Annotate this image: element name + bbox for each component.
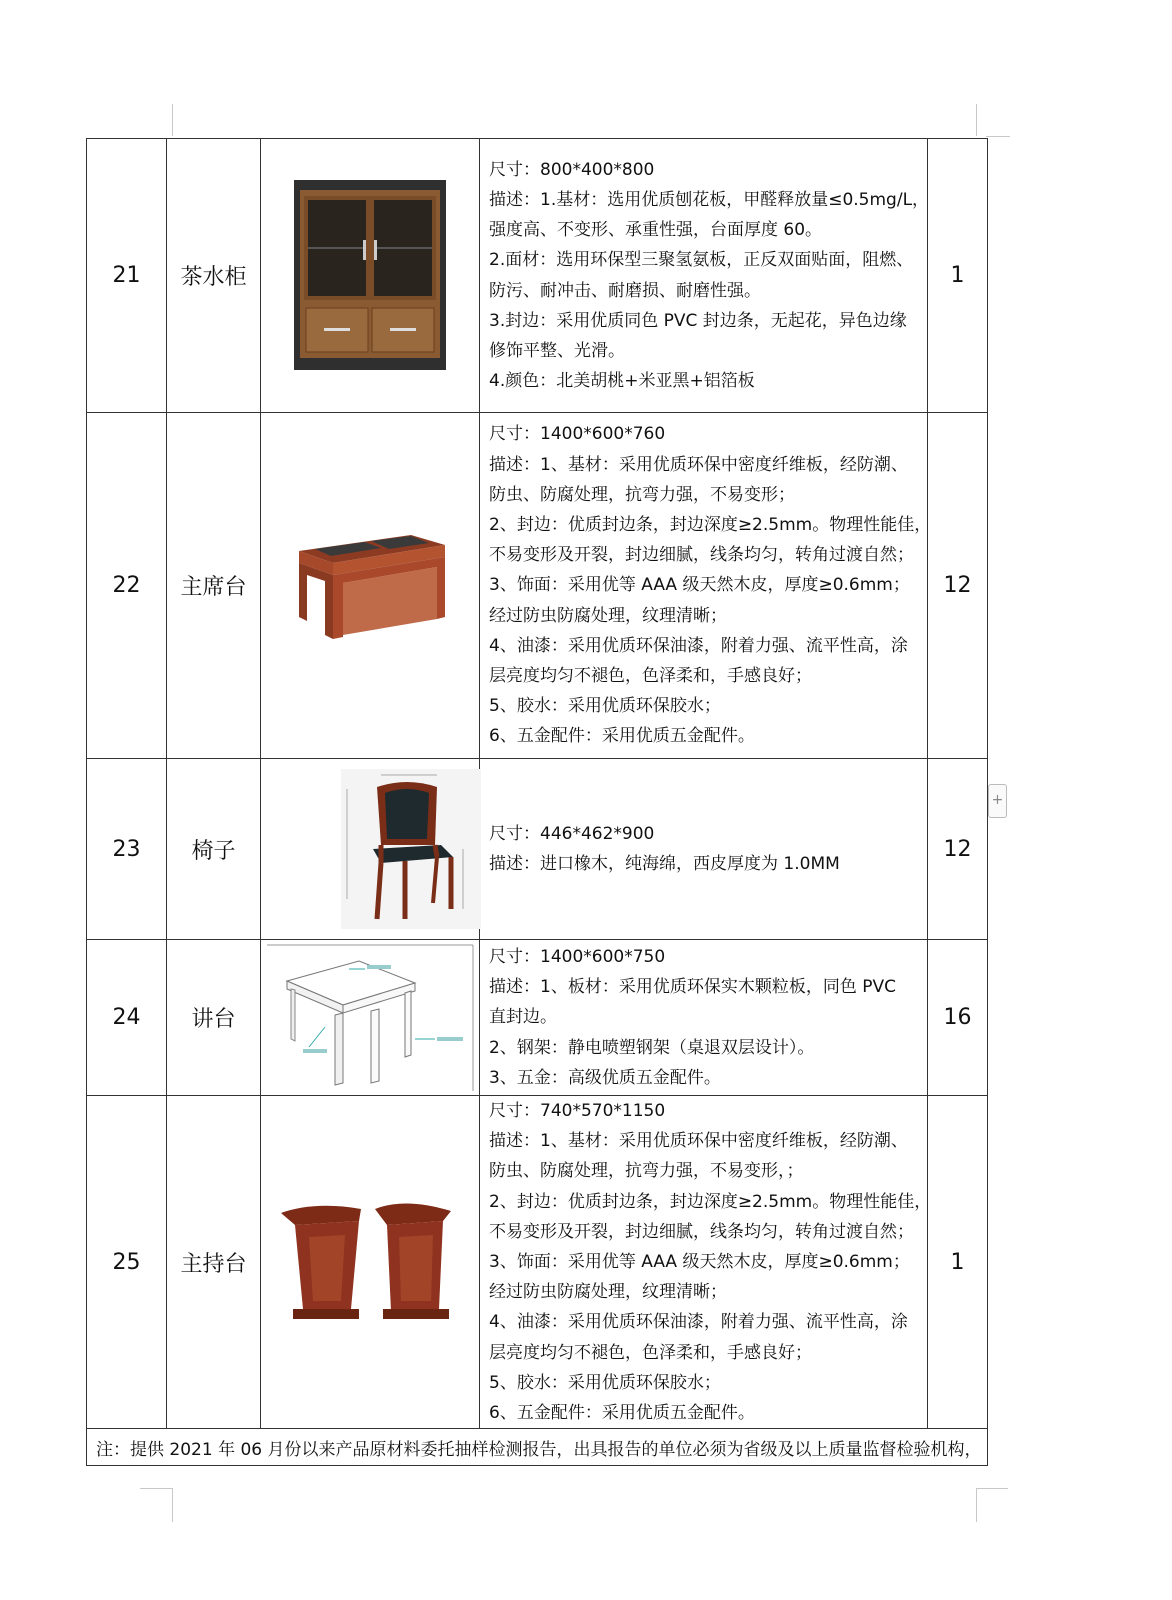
item-description — [480, 940, 928, 1096]
table-row — [87, 139, 988, 413]
chairman-desk-image — [261, 413, 480, 759]
lectern-desk-diagram-image — [261, 940, 480, 1096]
desc-line: 6、五金配件：采用优质五金配件。 — [489, 726, 755, 747]
item-description — [480, 759, 928, 940]
desc-line: 不易变形及开裂，封边细腻，线条均匀，转角过渡自然； — [489, 1221, 914, 1242]
desc-line: 6、五金配件：采用优质五金配件。 — [489, 1403, 755, 1424]
product-spec-table — [86, 138, 988, 1466]
item-name: 主席台 — [167, 413, 261, 759]
host-podium-image — [261, 1096, 480, 1429]
item-name: 茶水柜 — [167, 139, 261, 413]
desc-line: 不易变形及开裂，封边细腻，线条均匀，转角过渡自然； — [489, 545, 914, 566]
desc-line: 强度高、不变形、承重性强，台面厚度 60。 — [489, 220, 823, 241]
desc-line: 2.面材：选用环保型三聚氢氨板，正反双面贴面，阻燃、 — [489, 250, 914, 271]
item-quantity: 16 — [928, 940, 988, 1096]
desc-line: 经过防虫防腐处理，纹理清晰； — [489, 1282, 727, 1303]
crop-mark — [140, 1488, 172, 1489]
crop-mark — [986, 136, 1010, 137]
item-number: 25 — [87, 1096, 167, 1429]
desc-line: 层亮度均匀不褪色，色泽柔和，手感良好； — [489, 666, 812, 686]
table-row — [87, 413, 988, 759]
item-number: 24 — [87, 940, 167, 1096]
table-row — [87, 759, 988, 940]
desc-line: 描述：1、基材：采用优质环保中密度纤维板，经防潮、 — [489, 454, 908, 475]
desc-line: 3、饰面：采用优等 AAA 级天然木皮，厚度≥0.6mm； — [489, 575, 910, 596]
note-row — [87, 1429, 988, 1466]
desc-line: 经过防虫防腐处理，纹理清晰； — [489, 605, 727, 626]
desc-line: 2、封边：优质封边条，封边深度≥2.5mm。物理性能佳， — [489, 514, 932, 535]
desc-line: 描述：进口橡木，纯海绵，西皮厚度为 1.0MM — [489, 854, 840, 874]
item-name: 椅子 — [167, 759, 261, 940]
table-note: 注：提供 2021 年 06 月份以来产品原材料委托抽样检测报告，出具报告的单位必须为省级及以上质量监督检验机构， — [87, 1429, 988, 1466]
desc-line: 防虫、防腐处理，抗弯力强，不易变形，； — [489, 1161, 804, 1182]
desc-line: 尺寸：740*570*1150 — [489, 1101, 666, 1121]
item-number: 22 — [87, 413, 167, 759]
desc-line: 描述：1、基材：采用优质环保中密度纤维板，经防潮、 — [489, 1131, 908, 1152]
item-quantity: 12 — [928, 413, 988, 759]
desc-line: 3、五金：高级优质五金配件。 — [489, 1067, 721, 1088]
crop-mark — [976, 104, 977, 136]
desc-line: 3、饰面：采用优等 AAA 级天然木皮，厚度≥0.6mm； — [489, 1252, 910, 1273]
desc-line: 2、钢架：静电喷塑钢架（桌退双层设计）。 — [489, 1037, 815, 1058]
item-quantity: 1 — [928, 1096, 988, 1429]
desc-line: 4、油漆：采用优质环保油漆，附着力强、流平性高，涂 — [489, 1312, 908, 1333]
desc-line: 尺寸：1400*600*760 — [489, 424, 666, 445]
desc-line: 防虫、防腐处理，抗弯力强，不易变形； — [489, 484, 795, 505]
crop-mark — [976, 1488, 977, 1522]
crop-mark — [172, 1488, 173, 1522]
desc-line: 尺寸：1400*600*750 — [489, 946, 666, 967]
table-row — [87, 1096, 988, 1429]
desc-line: 层亮度均匀不褪色，色泽柔和，手感良好； — [489, 1342, 812, 1363]
desc-line: 5、胶水：采用优质环保胶水； — [489, 1372, 721, 1393]
desc-line: 描述：1.基材：选用优质刨花板，甲醛释放量≤0.5mg/L， — [489, 189, 930, 210]
tea-cabinet-image — [261, 139, 480, 413]
desc-line: 4、油漆：采用优质环保油漆，附着力强、流平性高，涂 — [489, 635, 908, 656]
item-name: 主持台 — [167, 1096, 261, 1429]
item-quantity: 1 — [928, 139, 988, 413]
desc-line: 4.颜色：北美胡桃+米亚黑+铝箔板 — [489, 371, 755, 392]
expand-side-button[interactable]: + — [988, 784, 1007, 818]
desc-line: 修饰平整、光滑。 — [489, 340, 625, 361]
item-quantity: 12 — [928, 759, 988, 940]
desc-line: 尺寸：446*462*900 — [489, 823, 655, 844]
item-name: 讲台 — [167, 940, 261, 1096]
item-description — [480, 139, 928, 413]
crop-mark — [976, 1488, 1008, 1489]
crop-mark — [172, 104, 173, 136]
desc-line: 5、胶水：采用优质环保胶水； — [489, 696, 721, 717]
desc-line: 3.封边：采用优质同色 PVC 封边条，无起花，异色边缘 — [489, 310, 907, 331]
desc-line: 描述：1、板材：采用优质环保实木颗粒板，同色 PVC — [489, 977, 896, 998]
desc-line: 防污、耐冲击、耐磨损、耐磨性强。 — [489, 280, 761, 301]
item-number: 21 — [87, 139, 167, 413]
item-description — [480, 413, 932, 759]
desc-line: 直封边。 — [489, 1007, 557, 1028]
desc-line: 2、封边：优质封边条，封边深度≥2.5mm。物理性能佳， — [489, 1191, 932, 1212]
table-row — [87, 940, 988, 1096]
chair-image — [261, 759, 480, 940]
item-number: 23 — [87, 759, 167, 940]
desc-line: 尺寸：800*400*800 — [489, 159, 655, 180]
item-description — [480, 1096, 932, 1429]
